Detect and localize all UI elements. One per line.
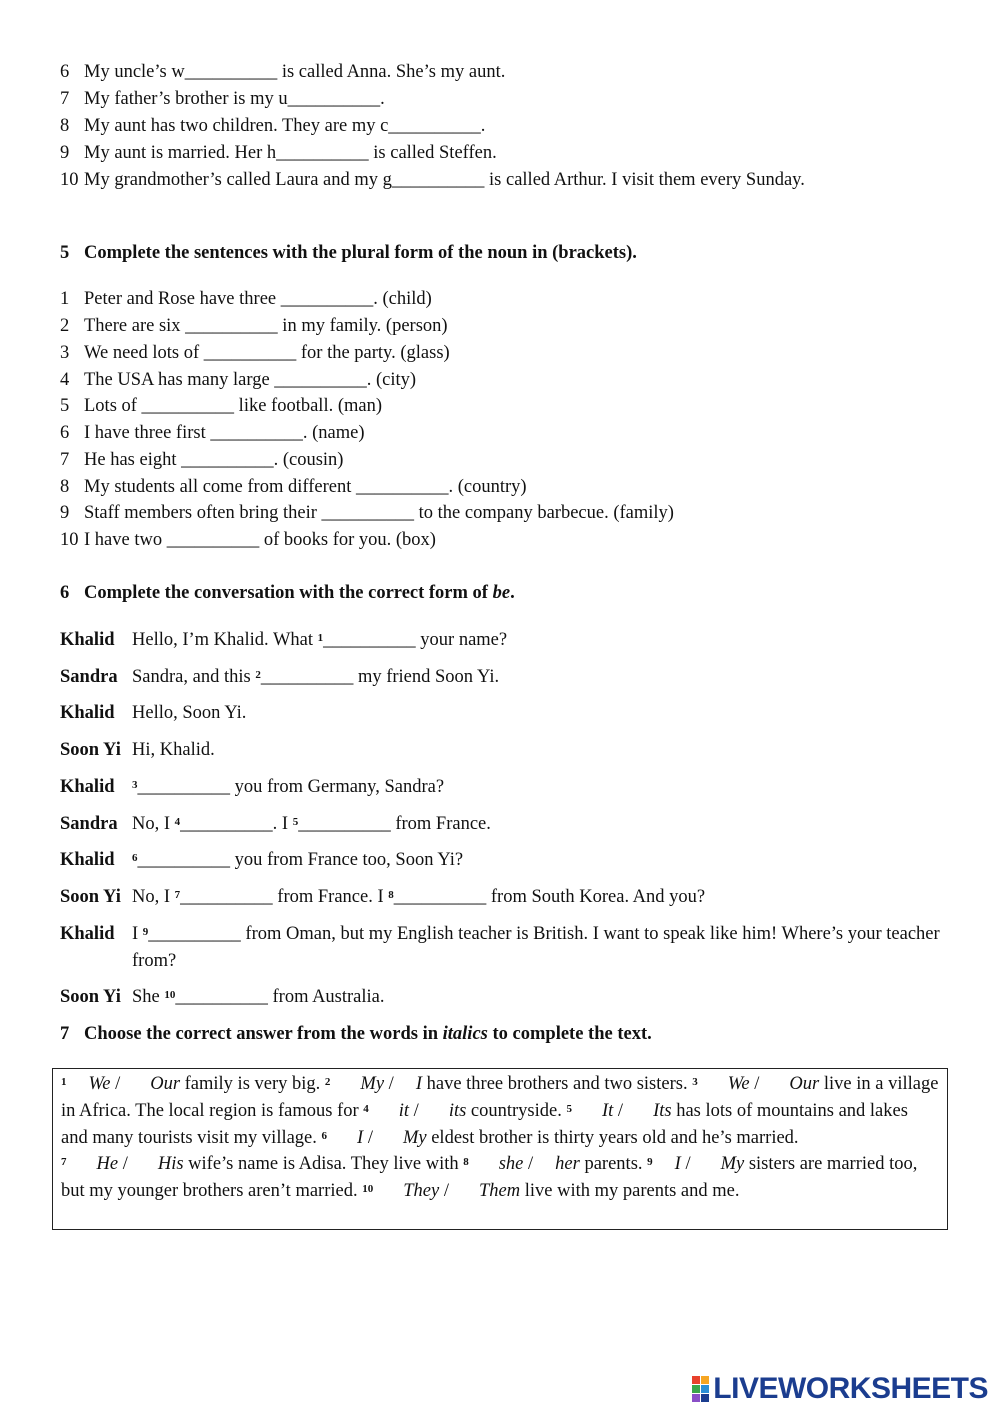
list-item <box>60 393 960 420</box>
item-number: 9 <box>60 143 70 163</box>
logo-square <box>692 1394 700 1402</box>
dialogue-text <box>132 737 940 764</box>
logo-square <box>701 1376 709 1384</box>
text-part: __________ from South Korea. And you? <box>393 887 706 907</box>
list-item <box>60 313 960 340</box>
choice-separator: / <box>439 1181 449 1202</box>
text-part: Sandra, and this <box>132 667 256 687</box>
list-item <box>60 527 960 554</box>
text-part: __________ from Australia. <box>175 987 385 1007</box>
choice-option[interactable]: I <box>357 1127 364 1148</box>
choice-option[interactable]: it <box>398 1100 410 1121</box>
choice-number: 3 <box>692 1076 698 1088</box>
gap-number: 8 <box>388 889 394 901</box>
logo-square <box>701 1385 709 1393</box>
item-text: My aunt is married. Her h__________ is called Steffen. <box>84 143 497 163</box>
item-number: 9 <box>60 503 70 523</box>
dialogue-text <box>132 627 940 654</box>
choice-separator: / <box>680 1154 691 1175</box>
item-text: Lots of __________ like football. (man) <box>84 396 383 416</box>
text-part: __________ from France. <box>298 814 491 834</box>
gap-number: 5 <box>292 816 299 828</box>
dialogue-line <box>60 664 940 691</box>
text-part: She <box>132 987 165 1007</box>
choice-option[interactable]: He <box>96 1154 119 1175</box>
choice-separator: / <box>523 1154 534 1175</box>
section-heading-end: to complete the text. <box>487 1024 652 1044</box>
item-text: My students all come from different __________. (country) <box>84 477 527 497</box>
section-heading-text: Complete the conversation with the correct form of <box>84 583 493 603</box>
choice-option[interactable]: His <box>157 1154 184 1175</box>
gap-number: 1 <box>317 632 324 644</box>
text-part: __________ my friend Soon Yi. <box>260 667 500 687</box>
choice-option[interactable]: I <box>674 1154 681 1175</box>
item-text: My father’s brother is my u__________. <box>84 89 385 109</box>
list-item <box>60 86 960 113</box>
speaker-name: Soon Yi <box>60 887 121 907</box>
dialogue-text <box>132 984 940 1011</box>
logo-square <box>692 1385 700 1393</box>
item-number: 6 <box>60 423 70 443</box>
speaker-name: Soon Yi <box>60 987 121 1007</box>
logo-square <box>692 1376 700 1384</box>
choice-number: 2 <box>324 1076 331 1088</box>
dialogue-text <box>132 774 940 801</box>
item-number: 8 <box>60 116 70 136</box>
item-number: 8 <box>60 477 70 497</box>
item-text: There are six __________ in my family. (person) <box>84 316 448 336</box>
text-part: __________ you from France too, Soon Yi? <box>137 850 464 870</box>
list-item <box>60 500 960 527</box>
dialogue-line <box>60 700 940 727</box>
text-part: I <box>132 924 143 944</box>
dialogue-line <box>60 921 940 975</box>
dialogue-line <box>60 847 940 874</box>
dialogue-text <box>132 921 940 975</box>
text-part: has lots of mountains and lakes and many tourists visit my village. <box>61 1100 908 1148</box>
item-number: 7 <box>60 89 70 109</box>
item-text: I have two __________ of books for you. (box) <box>84 530 436 550</box>
item-text: I have three first __________. (name) <box>84 423 365 443</box>
choice-option[interactable]: Them <box>478 1181 521 1202</box>
gap-number: 9 <box>142 926 149 938</box>
gap-number: 10 <box>164 989 176 1001</box>
choice-option[interactable]: My <box>402 1127 427 1148</box>
list-item <box>60 447 960 474</box>
section-7-heading <box>60 1021 652 1048</box>
speaker-name: Khalid <box>60 630 115 650</box>
gap-number: 3 <box>132 779 138 791</box>
choice-option[interactable]: she <box>498 1154 524 1175</box>
item-text: My uncle’s w__________ is called Anna. She’s my aunt. <box>84 62 506 82</box>
dialogue-line <box>60 984 940 1011</box>
item-text: My aunt has two children. They are my c__________. <box>84 116 486 136</box>
choice-option[interactable]: I <box>415 1074 422 1094</box>
speaker-name: Sandra <box>60 814 118 834</box>
item-text: My grandmother’s called Laura and my g__________ is called Arthur. I visit them every Sunday. <box>84 170 805 190</box>
dialogue-text <box>132 884 940 911</box>
dialogue-line <box>60 627 940 654</box>
gap-number: 6 <box>132 852 138 864</box>
list-item <box>60 367 960 394</box>
section-heading-text: Complete the sentences with the plural form of the noun in (brackets). <box>84 243 637 263</box>
item-text: Staff members often bring their __________ to the company barbecue. (family) <box>84 503 674 523</box>
liveworksheets-logo[interactable] <box>692 1374 988 1404</box>
speaker-name: Khalid <box>60 924 115 944</box>
list-item <box>60 59 960 86</box>
choice-number: 1 <box>61 1076 67 1088</box>
item-number: 6 <box>60 62 70 82</box>
text-part: family is very big. <box>180 1074 325 1094</box>
choice-option[interactable]: My <box>720 1154 745 1175</box>
choice-number: 5 <box>566 1102 572 1115</box>
gap-number: 7 <box>174 889 181 901</box>
speaker-name: Sandra <box>60 667 118 687</box>
choice-option[interactable]: My <box>360 1074 385 1094</box>
choice-separator: / <box>118 1154 128 1175</box>
text-part: have three brothers and two sisters. <box>421 1074 693 1094</box>
logo-square <box>701 1394 709 1402</box>
dialogue-line <box>60 811 940 838</box>
text-part: __________ from Oman, but my English teacher is British. I want to speak like him! Where’s your teacher from? <box>132 924 940 971</box>
item-number: 5 <box>60 396 70 416</box>
list-item <box>60 140 960 167</box>
choice-number: 7 <box>61 1156 67 1169</box>
section-number: 7 <box>60 1024 70 1044</box>
item-text: Peter and Rose have three __________. (child) <box>84 289 432 309</box>
section-number: 6 <box>60 583 70 603</box>
text-part: live in a village in Africa. The local region is famous for <box>61 1074 939 1121</box>
text-part: __________. I <box>180 814 293 834</box>
list-item <box>60 420 960 447</box>
item-number: 1 <box>60 289 70 309</box>
logo-text: LIVEWORKSHEETS <box>713 1372 988 1405</box>
item-number: 10 <box>60 530 79 550</box>
section-6-heading <box>60 580 515 607</box>
choice-number: 10 <box>362 1183 374 1196</box>
text-part: Hello, Soon Yi. <box>132 703 247 723</box>
dialogue-text <box>132 700 940 727</box>
choice-number: 6 <box>321 1129 328 1142</box>
text-part: __________ you from Germany, Sandra? <box>137 777 445 797</box>
list-item <box>60 167 960 194</box>
dialogue-line <box>60 737 940 764</box>
text-part: Hello, I’m Khalid. What <box>132 630 318 650</box>
choice-option[interactable]: her <box>555 1154 580 1175</box>
choice-option[interactable]: It <box>601 1100 614 1121</box>
text-part: __________ your name? <box>323 630 508 650</box>
speaker-name: Soon Yi <box>60 740 121 760</box>
list-item <box>60 474 960 501</box>
choice-option[interactable]: its <box>448 1100 467 1121</box>
choice-separator: / <box>384 1074 394 1094</box>
choice-separator: / <box>409 1100 419 1121</box>
choice-option[interactable]: We <box>727 1074 750 1094</box>
item-text: We need lots of __________ for the party. (glass) <box>84 343 450 363</box>
list-item <box>60 286 960 313</box>
text-part: wife’s name is Adisa. They live with <box>183 1154 464 1175</box>
text-part: parents. <box>579 1154 648 1175</box>
choice-separator: / <box>613 1100 624 1121</box>
choice-separator: / <box>363 1127 373 1148</box>
item-number: 3 <box>60 343 70 363</box>
text-part: Hi, Khalid. <box>132 740 215 760</box>
section-heading-text: Choose the correct answer from the words in <box>84 1024 443 1044</box>
text-part: live with my parents and me. <box>520 1181 740 1202</box>
choice-option[interactable]: Our <box>789 1074 820 1094</box>
dialogue-text <box>132 811 940 838</box>
speaker-name: Khalid <box>60 850 115 870</box>
choice-option[interactable]: We <box>88 1074 111 1094</box>
text-part: No, I <box>132 887 175 907</box>
dialogue-text <box>132 664 940 691</box>
text-box <box>52 1068 948 1230</box>
item-number: 7 <box>60 450 70 470</box>
section-heading-emphasis: be <box>492 583 511 603</box>
choice-separator: / <box>110 1074 121 1094</box>
choice-option[interactable]: Its <box>653 1100 672 1121</box>
gap-number: 4 <box>174 816 181 828</box>
text-part: countryside. <box>466 1100 567 1121</box>
text-part: eldest brother is thirty years old and he’s married. <box>426 1127 799 1148</box>
choice-number: 4 <box>363 1102 369 1115</box>
speaker-name: Khalid <box>60 777 115 797</box>
section-5-heading <box>60 240 637 267</box>
choice-option[interactable]: Our <box>150 1074 181 1094</box>
item-text: The USA has many large __________. (city) <box>84 370 417 390</box>
dialogue-line <box>60 774 940 801</box>
dialogue-text <box>132 847 940 874</box>
item-text: He has eight __________. (cousin) <box>84 450 344 470</box>
item-number: 10 <box>60 170 79 190</box>
section-heading-end: . <box>510 583 515 603</box>
speaker-name: Khalid <box>60 703 115 723</box>
text-part: __________ from France. I <box>180 887 389 907</box>
dialogue-line <box>60 884 940 911</box>
text-part: sisters are married too, but my younger brothers aren’t married. <box>61 1154 918 1202</box>
list-item <box>60 113 960 140</box>
choice-number: 8 <box>463 1156 469 1169</box>
choice-separator: / <box>749 1074 760 1094</box>
item-number: 4 <box>60 370 70 390</box>
section-heading-emphasis: italics <box>442 1024 488 1044</box>
gap-number: 2 <box>255 669 261 681</box>
logo-mark-icon <box>692 1376 709 1402</box>
list-item <box>60 340 960 367</box>
choice-number: 9 <box>647 1156 653 1169</box>
text-part: No, I <box>132 814 175 834</box>
section-number: 5 <box>60 243 70 263</box>
item-number: 2 <box>60 316 70 336</box>
choice-option[interactable]: They <box>403 1181 440 1202</box>
